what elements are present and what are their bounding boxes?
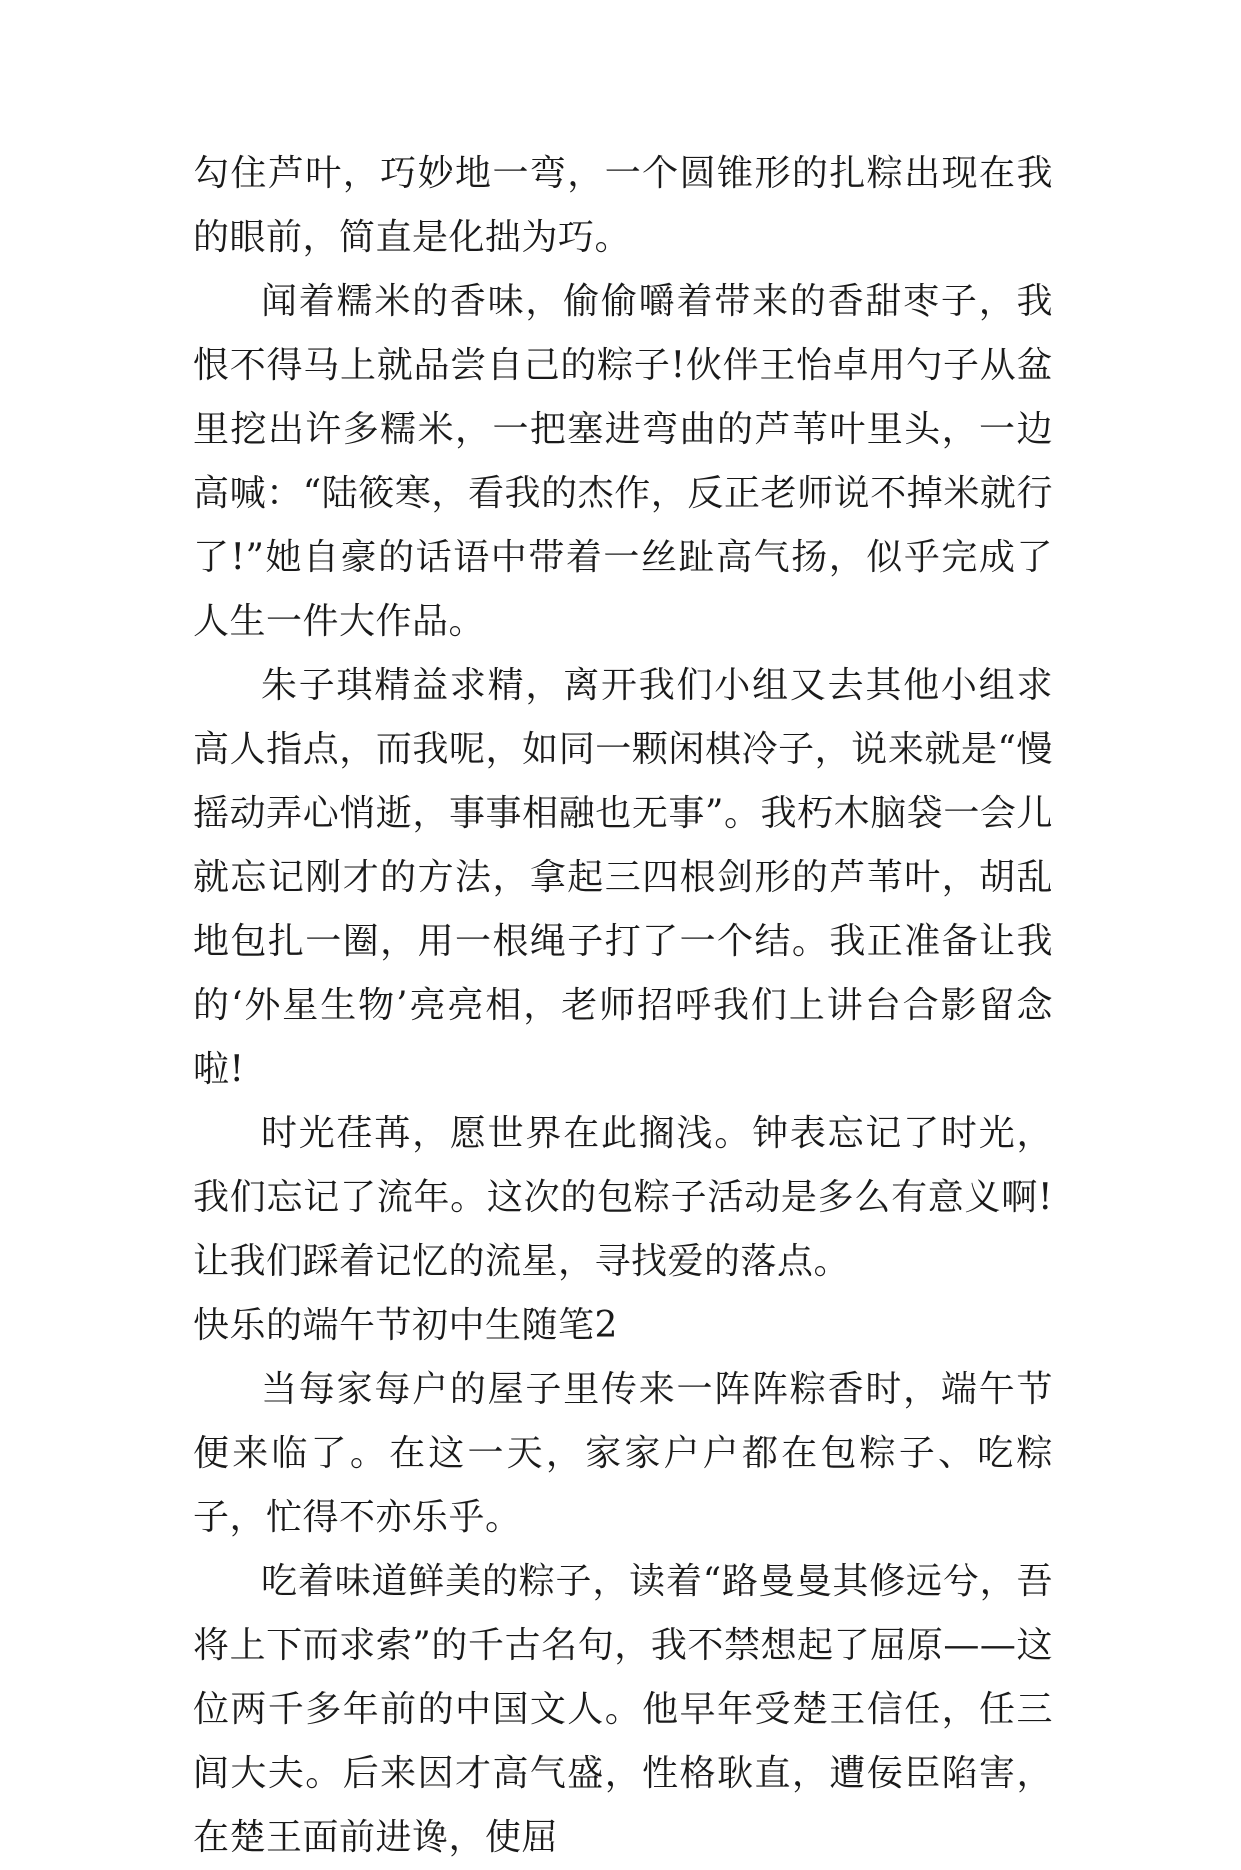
paragraph-2: 闻着糯米的香味，偷偷嚼着带来的香甜枣子，我恨不得马上就品尝自己的粽子!伙伴王怡卓用勺子从盆里挖出许多糯米，一把塞进弯曲的芦苇叶里头，一边高喊：“陆筱寒，看我的杰作，反正老师说不掉米就行了!”她自豪的话语中带着一丝趾高气扬，似乎完成了人生一件大作品。 <box>193 281 1053 642</box>
paragraph-3: 朱子琪精益求精，离开我们小组又去其他小组求高人指点，而我呢，如同一颗闲棋冷子，说来就是“慢摇动弄心悄逝，事事相融也无事”。我朽木脑袋一会儿就忘记刚才的方法，拿起三四根剑形的芦苇叶，胡乱地包扎一圈，用一根绳子打了一个结。我正准备让我的‘外星生物’亮亮相，老师招呼我们上讲台合影留念啦! <box>193 665 1053 1090</box>
paragraph-5: 当每家每户的屋子里传来一阵阵粽香时，端午节便来临了。在这一天，家家户户都在包粽子、吃粽子，忙得不亦乐乎。 <box>193 1369 1053 1538</box>
section-heading: 快乐的端午节初中生随笔2 <box>193 1305 618 1346</box>
paragraph-4: 时光荏苒，愿世界在此搁浅。钟表忘记了时光，我们忘记了流年。这次的包粽子活动是多么有意义啊!让我们踩着记忆的流星，寻找爱的落点。 <box>193 1113 1053 1282</box>
paragraph-6: 吃着味道鲜美的粽子，读着“路曼曼其修远兮，吾将上下而求索”的千古名句，我不禁想起了屈原——这位两千多年前的中国文人。他早年受楚王信任，任三闾大夫。后来因才高气盛，性格耿直，遭佞臣陷害，在楚王面前进谗，使屈 <box>193 1561 1053 1858</box>
document-body <box>193 142 1053 1870</box>
paragraph-1: 勾住芦叶，巧妙地一弯，一个圆锥形的扎粽出现在我的眼前，简直是化拙为巧。 <box>193 153 1053 258</box>
